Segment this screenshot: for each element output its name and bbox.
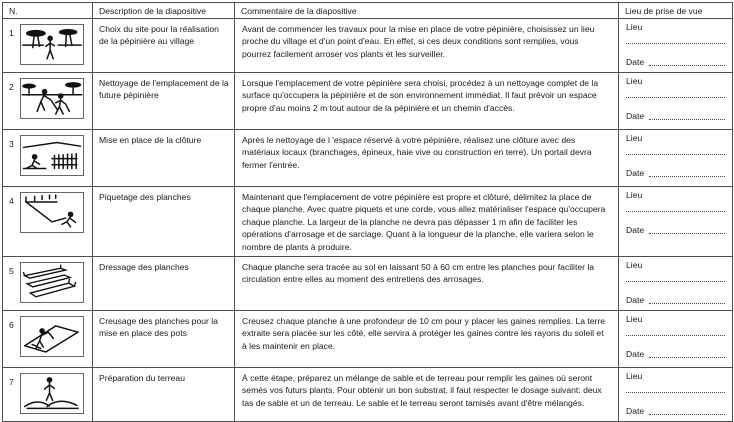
lieu-label: Lieu	[626, 22, 643, 32]
slide-comment: Creusez chaque planche à une profondeur de 10 cm pour y placer les gaines remplies. La terre extraite sera placée sur les côté, elle servira à protéger les gaines contre les rayons du soleil et à les maintenir en place.	[242, 316, 606, 351]
lieu-fill-line	[626, 280, 725, 282]
date-fill-line	[649, 64, 725, 66]
date-label: Date	[626, 295, 645, 306]
lieu-label: Lieu	[626, 371, 643, 382]
lieu-fill-line	[626, 391, 725, 393]
slide-number: 6	[9, 320, 14, 331]
slide-number: 7	[9, 377, 14, 388]
table-row	[3, 19, 733, 73]
illustration-staking-lines	[20, 192, 84, 233]
illustration-seedbeds-perspective	[20, 262, 84, 303]
slide-comment: Maintenant que l'emplacement de votre pépinière est propre et clôturé, délimitez la place de chaque planche. Avec quatre piquets et une corde, vous allez matérialiser l'espace qu'occupera chaque planche. La largeur de la planche ne devra pas dépasser 1 m afin de faciliter les opérations d'arrosage et de sarclage. Quant à la longueur de la planche, elle variera selon le nombre de plants à produire.	[242, 192, 606, 252]
date-fill-line	[649, 356, 725, 358]
date-fill-line	[649, 175, 725, 177]
date-fill-line	[649, 413, 725, 415]
date-fill-line	[649, 302, 725, 304]
slide-description: Choix du site pour la réalisation de la pépinière au village	[99, 24, 219, 47]
slide-comment: Avant de commencer les travaux pour la mise en place de votre pépinière, choisissez un lieu proche du village et d'un point d'eau. En effet, si ces deux conditions sont remplies, vous pourrez facilement arroser vos plants et les surveiller.	[242, 24, 595, 59]
lieu-fill-line	[626, 210, 725, 212]
date-fill-line	[649, 118, 725, 120]
illustration-digging-bed	[20, 316, 84, 357]
table-row	[3, 257, 733, 311]
date-label: Date	[626, 349, 645, 360]
slide-description: Nettoyage de l'emplacement de la future pépinière	[99, 78, 229, 101]
slides-table	[2, 2, 733, 422]
slide-comment: Chaque planche sera tracée au sol en laissant 50 à 60 cm entre les planches pour faciliter la circulation entre elles au moment des entretiens des arrosages.	[242, 262, 595, 285]
slide-comment: Lorsque l'emplacement de votre pépinière sera choisi, procédez à un nettoyage complet de la surface qu'occupera la pépinière et de son environnement immédiat. Il faut prévoir un espace propre d'au moins 2 m tout autour de la pépinière et un chemin d'accès.	[242, 78, 599, 113]
header-row	[3, 3, 733, 19]
table-row	[3, 187, 733, 257]
col-header-num: N.	[3, 3, 93, 19]
slide-number: 1	[9, 28, 14, 38]
slide-description: Mise en place de la clôture	[99, 135, 202, 145]
date-label: Date	[626, 111, 645, 121]
date-label: Date	[626, 168, 645, 178]
illustration-soil-mounds	[20, 373, 84, 414]
lieu-fill-line	[626, 42, 725, 44]
col-header-location: Lieu de prise de vue	[619, 3, 733, 19]
slide-number: 4	[9, 196, 14, 206]
table-row	[3, 130, 733, 187]
lieu-label: Lieu	[626, 76, 643, 86]
lieu-fill-line	[626, 153, 725, 155]
table-row	[3, 368, 733, 422]
lieu-label: Lieu	[626, 260, 643, 271]
slide-number: 2	[9, 82, 14, 92]
illustration-clearing-workers	[20, 78, 84, 119]
table-row	[3, 311, 733, 368]
illustration-fence-building	[20, 135, 84, 176]
col-header-description: Description de la diapositive	[93, 3, 235, 19]
slide-description: Dressage des planches	[99, 262, 189, 273]
slide-number: 3	[9, 139, 14, 149]
illustration-site-trees-person	[20, 24, 84, 65]
slide-number: 5	[9, 266, 14, 277]
date-label: Date	[626, 225, 645, 235]
lieu-fill-line	[626, 96, 725, 98]
lieu-label: Lieu	[626, 133, 643, 143]
date-fill-line	[649, 232, 725, 234]
lieu-fill-line	[626, 334, 725, 336]
slide-comment: Après le nettoyage de l 'espace réservé à votre pépinière, réalisez une clôture avec des matériaux locaux (branchages, épineux, haie vive ou construction en terre). Un portail devra fermer l'entrée.	[242, 135, 592, 170]
slide-description: Piquetage des planches	[99, 192, 191, 202]
table-row	[3, 73, 733, 130]
lieu-label: Lieu	[626, 190, 643, 200]
lieu-label: Lieu	[626, 314, 643, 325]
slide-comment: À cette étape, préparez un mélange de sable et de terreau pour remplir les gaines où seront semés vos futurs plants. Pour obtenir un bon substrat, il faut respecter le dosage suivant: deux tas de sable et un de terreau. Le sable et le terreau seront tamisés avant d'être mélangés.	[242, 373, 602, 408]
slide-description: Creusage des planches pour la mise en place des pots	[99, 316, 218, 339]
date-label: Date	[626, 57, 645, 67]
slide-description: Préparation du terreau	[99, 373, 185, 384]
date-label: Date	[626, 406, 645, 417]
col-header-comment: Commentaire de la diapositive	[235, 3, 619, 19]
